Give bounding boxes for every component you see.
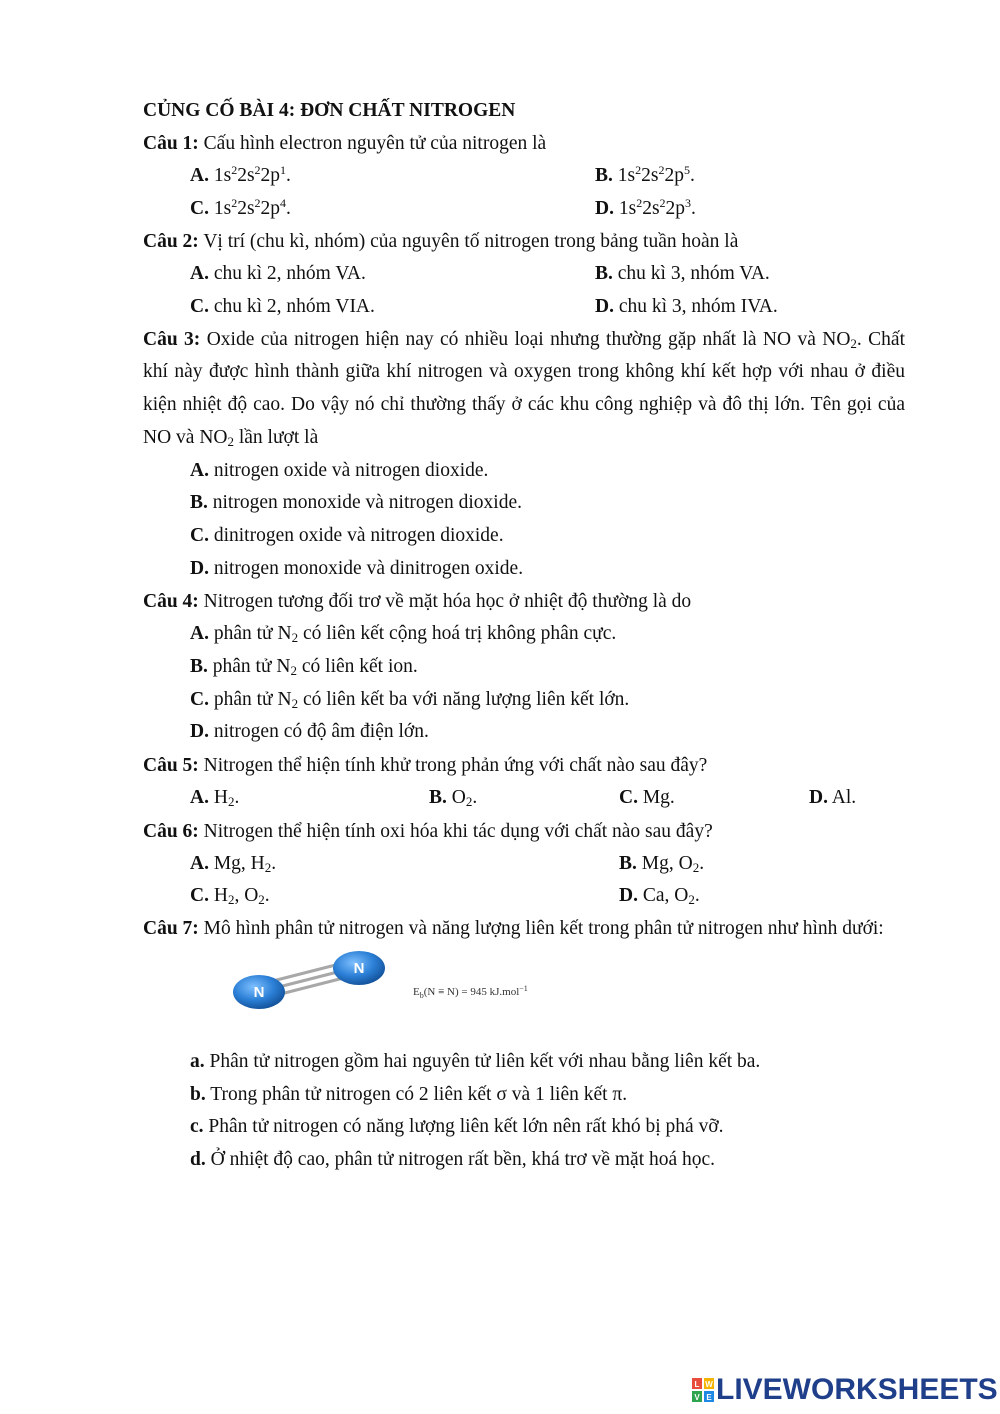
q2-option-d[interactable]: D. chu kì 3, nhóm IVA. <box>595 296 778 318</box>
q4-option-a[interactable]: A. phân tử $N_2$ có liên kết cộng hoá trị không phân cực. <box>190 623 617 646</box>
option-letter: A. <box>190 165 209 186</box>
q7-statement-a[interactable]: a. Phân tử nitrogen gồm hai nguyên tử liên kết với nhau bằng liên kết ba. <box>190 1050 761 1072</box>
atom-label-left: N <box>253 983 265 1001</box>
q1-options-row-1 <box>143 160 905 193</box>
q1-option-b[interactable]: B. $1s^22s^22p^5$. <box>595 163 695 186</box>
svg-text:W: W <box>705 1380 713 1389</box>
q2-options-row-1 <box>143 258 905 291</box>
question-5: Câu 5: Nitrogen thể hiện tính khử trong phản ứng với chất nào sau đây? <box>143 755 708 777</box>
q2-option-b[interactable]: B. chu kì 3, nhóm VA. <box>595 263 770 285</box>
q6-option-c[interactable]: C. $H_2$, $O_2$. <box>190 885 270 908</box>
question-text: Cấu hình electron nguyên tử của nitrogen là <box>198 133 547 154</box>
q4-option-c[interactable]: C. phân tử $N_2$ có liên kết ba với năng lượng liên kết lớn. <box>190 688 630 711</box>
q6-option-a[interactable]: A. Mg, $H_2$. <box>190 852 277 875</box>
n2-molecule-diagram <box>233 950 403 1020</box>
question-2 <box>143 225 905 258</box>
q5-option-d[interactable]: D. Al. <box>809 787 857 809</box>
q1-option-a[interactable]: A. $1s^22s^22p^1$. <box>190 163 291 186</box>
q6-option-b[interactable]: B. Mg, $O_2$. <box>619 852 705 875</box>
question-label: Câu 5: <box>143 755 199 777</box>
question-label: Câu 3: <box>143 328 201 350</box>
q6-option-d[interactable]: D. Ca, $O_2$. <box>619 885 700 908</box>
question-7: Câu 7: Mô hình phân tử nitrogen và năng lượng liên kết trong phân tử nitrogen như hình dưới: <box>143 918 884 940</box>
question-1 <box>143 127 905 160</box>
liveworksheets-logo-text: LIVEWORKSHEETS <box>716 1373 998 1406</box>
question-text: Vị trí (chu kì, nhóm) của nguyên tố nitrogen trong bảng tuần hoàn là <box>198 231 739 253</box>
q3-option-c[interactable]: C. dinitrogen oxide và nitrogen dioxide. <box>190 524 504 546</box>
question-label: Câu 4: <box>143 591 199 613</box>
q3-option-b[interactable]: B. nitrogen monoxide và nitrogen dioxide. <box>190 492 522 514</box>
svg-text:E: E <box>706 1393 712 1402</box>
option-letter: C. <box>190 197 209 219</box>
q3-option-d[interactable]: D. nitrogen monoxide và dinitrogen oxide. <box>190 557 524 579</box>
q7-statement-c[interactable]: c. Phân tử nitrogen có năng lượng liên kết lớn nên rất khó bị phá vỡ. <box>190 1116 724 1138</box>
question-label: Câu 2: <box>143 231 199 253</box>
question-label: Câu 7: <box>143 918 199 940</box>
question-6: Câu 6: Nitrogen thể hiện tính oxi hóa khi tác dụng với chất nào sau đây? <box>143 820 713 842</box>
option-letter: B. <box>595 165 613 186</box>
option-letter: D. <box>595 197 614 219</box>
q1-option-d[interactable]: D. $1s^22s^22p^3$. <box>595 195 696 219</box>
q6-options-row-2 <box>143 880 905 913</box>
q4-option-b[interactable]: B. phân tử $N_2$ có liên kết ion. <box>190 656 418 678</box>
q2-option-a[interactable]: A. chu kì 2, nhóm VA. <box>190 263 366 285</box>
q6-options-row-1 <box>143 848 905 881</box>
q3-option-a[interactable]: A. nitrogen oxide và nitrogen dioxide. <box>190 459 489 481</box>
liveworksheets-logo-icon <box>692 1378 714 1402</box>
bond-energy-label: $E_b(N \equiv N) = 945$ kJ.mol$^{-1}$ <box>413 983 528 1000</box>
svg-text:V: V <box>694 1393 700 1402</box>
q4-option-d[interactable]: D. nitrogen có độ âm điện lớn. <box>190 721 429 743</box>
question-label: Câu 6: <box>143 820 199 842</box>
question-4: Câu 4: Nitrogen tương đối trơ về mặt hóa học ở nhiệt độ thường là do <box>143 591 692 613</box>
atom-label-right: N <box>353 959 365 977</box>
q5-option-b[interactable]: B. $O_2$. <box>429 787 478 810</box>
q1-option-c[interactable]: C. $1s^22s^22p^4$. <box>190 195 291 219</box>
worksheet-page <box>143 94 905 1177</box>
question-label: Câu 1: <box>143 133 199 154</box>
liveworksheets-logo <box>692 1373 998 1407</box>
q5-options-row <box>143 782 905 815</box>
q5-option-c[interactable]: C. Mg. <box>619 787 675 809</box>
q2-options-row-2 <box>143 291 905 324</box>
svg-text:L: L <box>694 1380 700 1389</box>
q7-statement-d[interactable]: d. Ở nhiệt độ cao, phân tử nitrogen rất bền, khá trơ về mặt hoá học. <box>190 1148 716 1170</box>
question-3: Câu 3: Oxide của nitrogen hiện nay có nhiều loại nhưng thường gặp nhất là NO và $NO_2$. Chất khí này được hình thành giữa khí nitrogen và oxygen trong không khí kết hợp với nhau ở điều kiện nhiệt độ cao. Do vậy nó chỉ thường thấy ở các khu công nghiệp và đô thị lớn. Tên gọi của NO và $NO_2$ lần lượt là <box>143 328 905 449</box>
worksheet-title: CỦNG CỐ BÀI 4: ĐƠN CHẤT NITROGEN <box>143 100 516 121</box>
q7-statement-b[interactable]: b. Trong phân tử nitrogen có 2 liên kết σ và 1 liên kết π. <box>190 1083 628 1105</box>
q2-option-c[interactable]: C. chu kì 2, nhóm VIA. <box>190 296 375 318</box>
nitrogen-molecule-figure <box>143 946 905 1046</box>
q5-option-a[interactable]: A. $H_2$. <box>190 787 240 810</box>
q1-options-row-2 <box>143 193 905 226</box>
